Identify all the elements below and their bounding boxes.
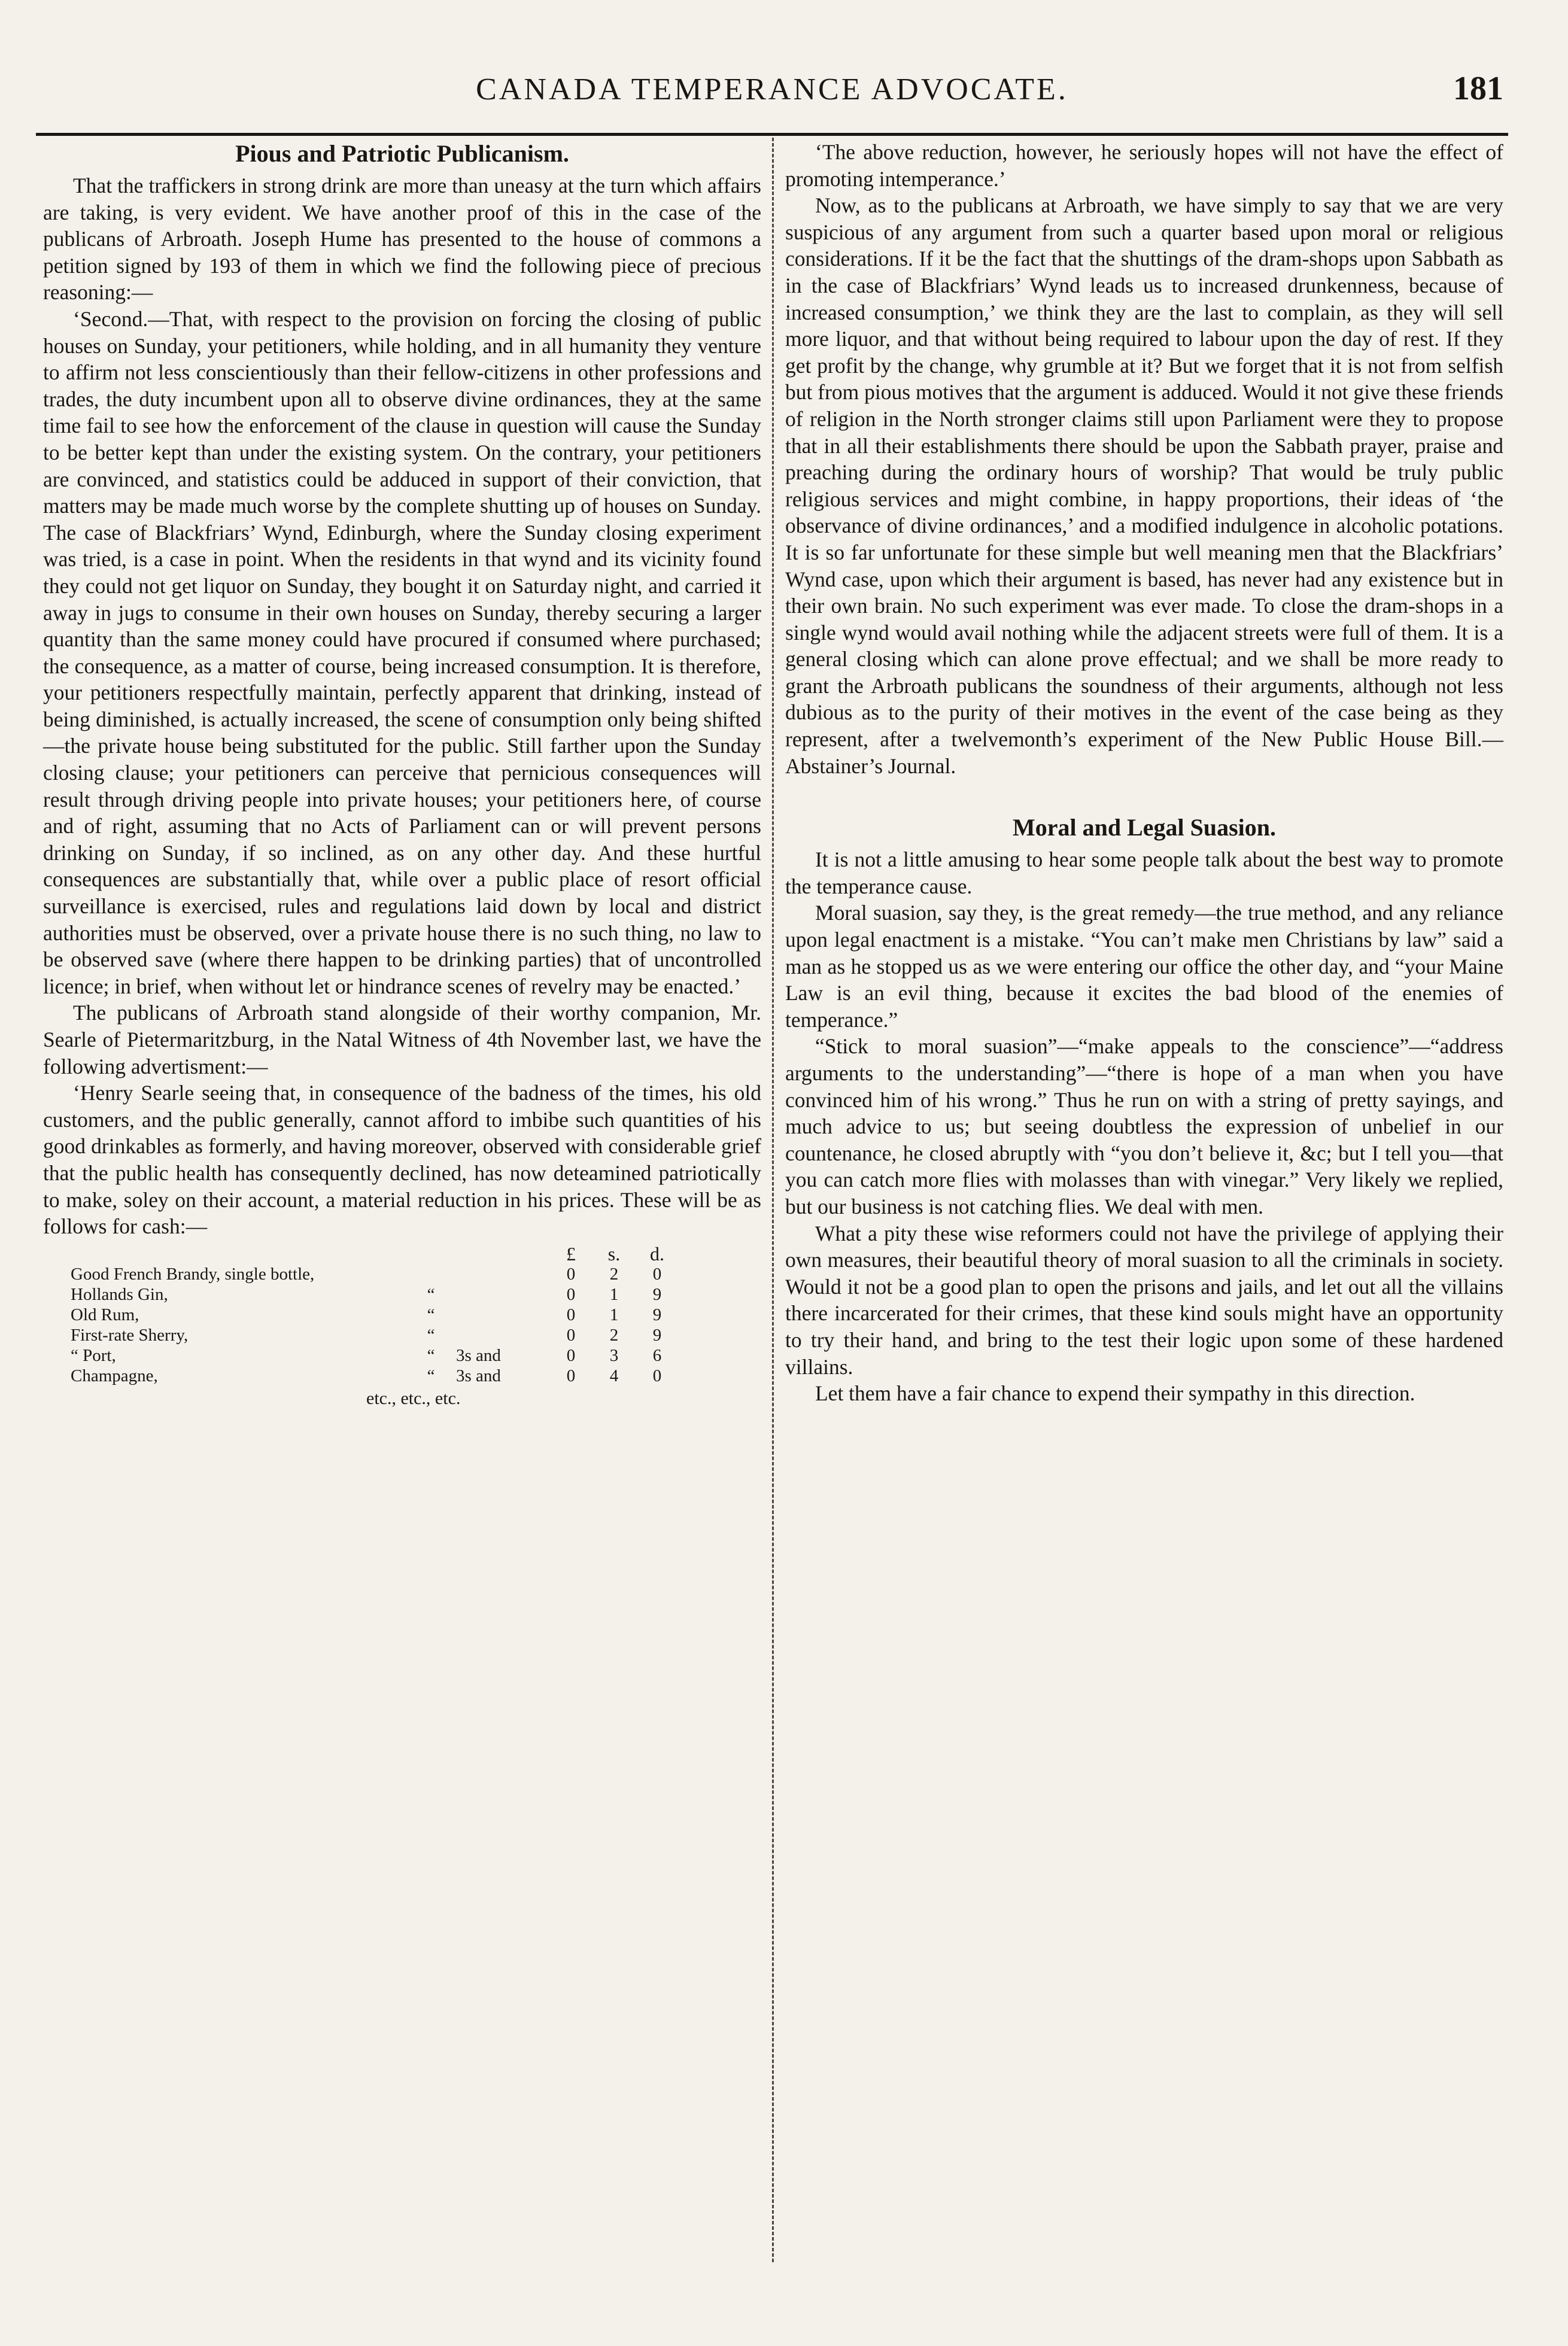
running-title: CANADA TEMPERANCE ADVOCATE. bbox=[476, 72, 1068, 107]
price-row bbox=[67, 1305, 679, 1325]
paragraph: ‘Second.—That, with respect to the provision on forcing the closing of public houses on Sunday, your petitioners, while holding, and in all humanity they venture to affirm not less conscientiously than their fellow-citizens in other professions and trades, the duty incumbent upon all to observe divine ordinances, they at the same time fail to see how the enforcement of the clause in question will cause the Sunday to be better kept than under the existing system. On the contrary, your petitioners are convinced, and statistics could be adduced in support of their conviction, that matters may be made much worse by the complete shutting up of houses on Sunday. The case of Blackfriars’ Wynd, Edinburgh, where the Sunday closing experiment was tried, is a case in point. When the residents in that wynd and its vicinity found they could not get liquor on Sunday, they bought it on Saturday night, and carried it away in jugs to consume in their own houses on Sunday, thereby securing a larger quantity than the same money could have procured if consumed where purchased; the consequence, as a matter of course, being increased consumption. It is therefore, your petitioners respectfully maintain, perfectly apparent that drinking, instead of being diminished, is actually increased, the scene of consumption only being shifted—the private house being substituted for the public. Still farther upon the Sunday closing clause; your petitioners can perceive that pernicious consequences will result through driving people into private houses; your petitioners here, of course and of right, assuming that no Acts of Parliament can or will prevent persons drinking on Sunday, if so inclined, as on any other day. And these hurtful consequences are substantially that, while over a public place of resort official surveillance is exercised, rules and regulations laid down by local and district authorities must be observed, over a private house there is no such thing, no law to be observed save (where there happen to be drinking parties) that of uncontrolled licence; in brief, when without let or hindrance scenes of revelry may be enacted.’ bbox=[43, 306, 761, 998]
price-shillings: 1 bbox=[609, 1305, 619, 1324]
price-shillings: 1 bbox=[609, 1284, 619, 1304]
paragraph: Let them have a fair chance to expend their sympathy in this direction. bbox=[815, 1381, 1415, 1406]
price-pence: 9 bbox=[652, 1284, 662, 1304]
price-item: “ Port, bbox=[71, 1345, 116, 1365]
price-pence: 0 bbox=[652, 1264, 662, 1284]
column-divider bbox=[772, 138, 774, 2262]
paragraph: Now, as to the publicans at Arbroath, we have simply to say that we are very suspicious of any argument from such a quarter based upon moral or religious considerations. If it be the fact that the shuttings of the dram-shops upon Sabbath as in the case of Blackfriars’ Wynd leads us to increased drunkenness, because of increased consumption,’ we think they are the last to complain, as they will sell more liquor, and that without being required to labour upon the day of rest. If they get profit by the change, why grumble at it? But we forget that it is not from selfish but from pious motives that the argument is adduced. Would it not give these friends of religion in the North stronger claims still upon Parliament were they to propose that in all their establishments there should be upon the Sabbath prayer, praise and preaching during the ordinary hours of worship? That would be truly public religious services and might combine, in happy proportions, their ideas of ‘the observance of divine ordinances,’ and a modified indulgence in alcoholic potations. It is so far unfortunate for these simple but well meaning men that the Blackfriars’ Wynd case, upon which their argument is based, has never had any existence but in their own brain. No such experiment was ever made. To close the dram-shops in a single wynd would avail nothing while the adjacent streets were full of them. It is a general closing which can alone prove effectual; and we shall be more ready to grant the Arbroath publicans the soundness of their arguments, although not less dubious as to the purity of their motives in the event of the case being as they represent, after a twelvemonth’s experiment of the New Public House Bill.—Abstainer’s Journal. bbox=[785, 193, 1503, 778]
price-pence: 6 bbox=[652, 1345, 662, 1365]
paragraph: ‘Henry Searle seeing that, in consequence of the badness of the times, his old customers, and the public generally, cannot afford to imbibe such quantities of his good drinkables as formerly, and having moreover, observed with considerable grief that the public health has consequently declined, has now deteamined patriotically to make, soley on their account, a material reduction in his prices. These will be as follows for cash:— bbox=[43, 1081, 761, 1239]
price-pounds: 0 bbox=[566, 1284, 576, 1304]
price-pence: 9 bbox=[652, 1305, 662, 1324]
page-number: 181 bbox=[1453, 70, 1503, 107]
price-item: First-rate Sherry, bbox=[71, 1325, 189, 1345]
pence-header: d. bbox=[650, 1242, 664, 1265]
price-note bbox=[452, 1284, 549, 1305]
paragraph: It is not a little amusing to hear some people talk about the best way to promote the temperance cause. bbox=[785, 847, 1503, 898]
pounds-header: £ bbox=[566, 1242, 576, 1265]
price-row bbox=[67, 1284, 679, 1305]
price-list-table bbox=[67, 1244, 679, 1386]
price-note bbox=[452, 1264, 549, 1284]
paragraph: Moral suasion, say they, is the great remedy—the true method, and any reliance upon legal enactment is a mistake. “You can’t make men Christians by law” said a man as he stopped us as we were entering our office the other day, and “your Maine Law is an evil thing, because it excites the bad blood of the enemies of temperance.” bbox=[785, 901, 1503, 1032]
price-item: Hollands Gin, bbox=[71, 1284, 168, 1304]
price-note: 3s and bbox=[456, 1366, 501, 1385]
price-pounds: 0 bbox=[566, 1305, 576, 1324]
price-pounds: 0 bbox=[566, 1345, 576, 1365]
price-shillings: 2 bbox=[609, 1325, 619, 1345]
price-pence: 9 bbox=[652, 1325, 662, 1345]
ditto-mark: “ bbox=[427, 1366, 435, 1385]
price-pounds: 0 bbox=[566, 1264, 576, 1284]
ditto-mark: “ bbox=[427, 1284, 435, 1304]
price-note bbox=[452, 1325, 549, 1345]
paragraph: ‘The above reduction, however, he seriously hopes will not have the effect of promoting intemperance.’ bbox=[785, 140, 1503, 191]
price-row bbox=[67, 1325, 679, 1345]
ditto-mark bbox=[409, 1264, 452, 1284]
article-title-pious-publicanism: Pious and Patriotic Publicanism. bbox=[235, 140, 569, 167]
paragraph: That the traffickers in strong drink are more than uneasy at the turn which affairs are taking, is very evident. We have another proof of this in the case of the publicans of Arbroath. Joseph Hume has presented to the house of commons a petition signed by 193 of them in which we find the following piece of precious reasoning:— bbox=[43, 174, 761, 305]
price-note: 3s and bbox=[456, 1345, 501, 1365]
price-table-header bbox=[67, 1244, 679, 1264]
header-rule bbox=[36, 133, 1508, 136]
paragraph: “Stick to moral suasion”—“make appeals to the conscience”—“address arguments to the understanding”—“there is hope of a man when you have convinced him of his wrong.” Thus he run on with a string of pretty sayings, and much advice to us; but seeing doubtless the expression of unbelief in our countenance, he closed abruptly with “you don’t believe it, &c; but I tell you—that you can catch more flies with molasses than with vinegar.” Very likely we replied, but our business is not catching flies. We deal with men. bbox=[785, 1034, 1503, 1218]
ditto-mark: “ bbox=[427, 1345, 435, 1365]
page-header bbox=[36, 66, 1508, 120]
price-note bbox=[452, 1305, 549, 1325]
article-title-moral-legal-suasion: Moral and Legal Suasion. bbox=[1012, 814, 1277, 841]
price-pence: 0 bbox=[652, 1366, 662, 1385]
price-row bbox=[67, 1366, 679, 1386]
paragraph: What a pity these wise reformers could not have the privilege of applying their own measures, their beautiful theory of moral suasion to all the criminals in society. Would it not be a good plan to open the prisons and jails, and let out all the villains there incarcerated for their crimes, that these kind souls might have an opportunity to try their hand, and bring to the test their logic upon some of these hardened villains. bbox=[785, 1221, 1503, 1379]
price-pounds: 0 bbox=[566, 1366, 576, 1385]
price-row bbox=[67, 1264, 679, 1284]
price-shillings: 4 bbox=[609, 1366, 619, 1385]
price-pounds: 0 bbox=[566, 1325, 576, 1345]
price-item: Champagne, bbox=[71, 1366, 158, 1385]
price-item: Old Rum, bbox=[71, 1305, 139, 1324]
paragraph: The publicans of Arbroath stand alongside of their worthy companion, Mr. Searle of Pietermaritzburg, in the Natal Witness of 4th November last, we have the following advertisment:— bbox=[43, 1001, 761, 1078]
ditto-mark: “ bbox=[427, 1325, 435, 1345]
left-column bbox=[43, 139, 761, 1409]
price-list-etc: etc., etc., etc. bbox=[366, 1388, 461, 1408]
price-row bbox=[67, 1345, 679, 1366]
price-shillings: 3 bbox=[609, 1345, 619, 1365]
ditto-mark: “ bbox=[427, 1305, 435, 1324]
price-shillings: 2 bbox=[609, 1264, 619, 1284]
right-column bbox=[785, 139, 1503, 1407]
price-item: Good French Brandy, single bottle, bbox=[71, 1264, 315, 1284]
shillings-header: s. bbox=[607, 1242, 621, 1265]
